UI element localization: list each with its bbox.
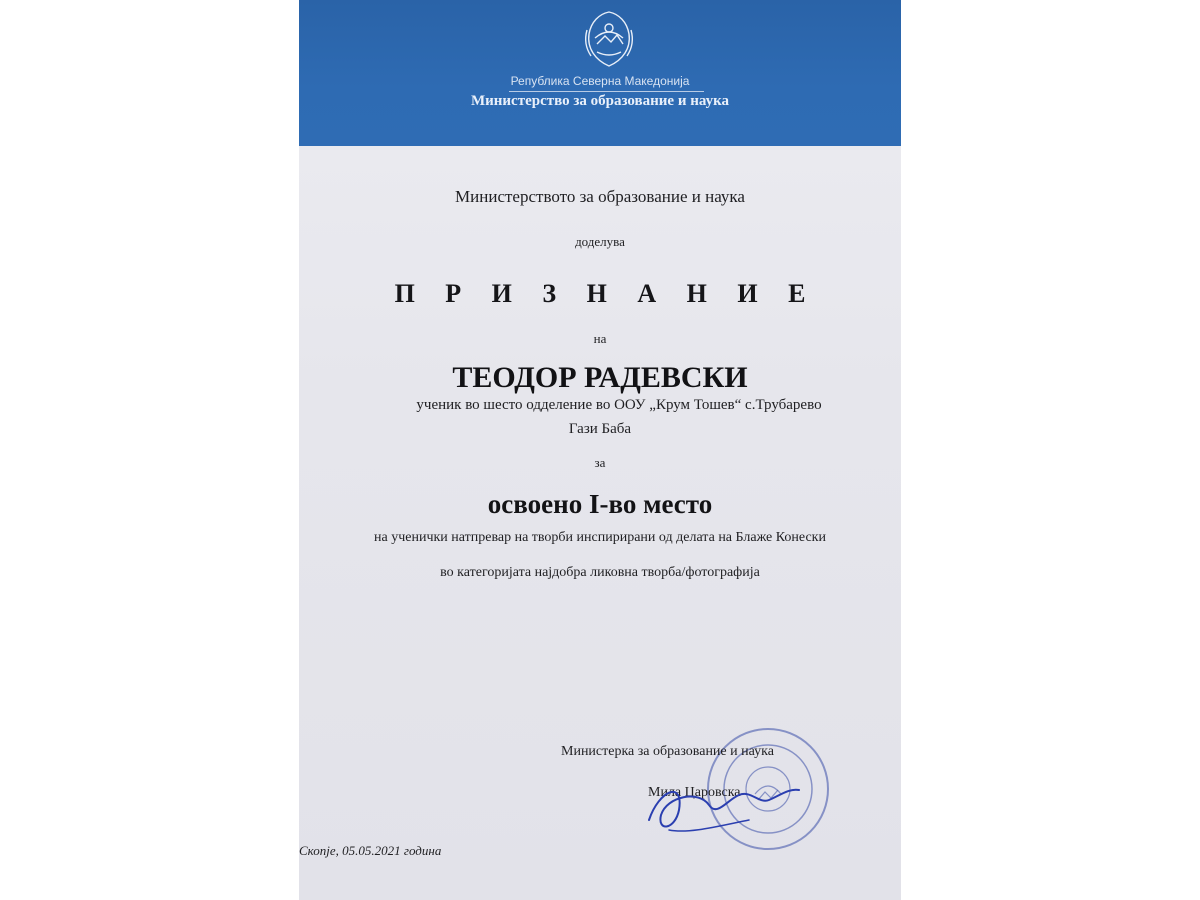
ministry-banner-title: Министерство за образование и наука <box>470 93 730 109</box>
divider <box>509 91 704 92</box>
coat-of-arms-icon <box>577 8 641 72</box>
republic-name: Република Северна Македонија <box>510 74 690 88</box>
certificate-title: П Р И З Н А Н И Е <box>394 279 818 308</box>
minister-title: Министерка за образование и наука <box>561 744 774 759</box>
minister-name: Мила Царовска <box>648 785 741 800</box>
municipality: Гази Баба <box>568 421 632 437</box>
award-verb: доделува <box>575 234 625 249</box>
competition: на ученички натпревар на творби инспирирани од делата на Блаже Конески <box>374 530 826 545</box>
achievement: освоено I-во место <box>487 489 713 519</box>
handwritten-signature <box>639 760 809 850</box>
recipient-name: ТЕОДОР РАДЕВСКИ <box>452 361 748 394</box>
for-label: за <box>594 455 606 470</box>
place-date: Скопје, 05.05.2021 година <box>299 843 442 858</box>
to-label: на <box>593 331 607 346</box>
header-banner <box>299 0 901 146</box>
student-description: ученик во шесто одделение во ООУ „Крум Тошев“ с.Трубарево <box>416 397 822 413</box>
certificate-sheet <box>299 0 901 900</box>
issuer: Министерството за образование и наука <box>455 187 745 206</box>
category: во категоријата најдобра ликовна творба/фотографија <box>440 565 760 580</box>
